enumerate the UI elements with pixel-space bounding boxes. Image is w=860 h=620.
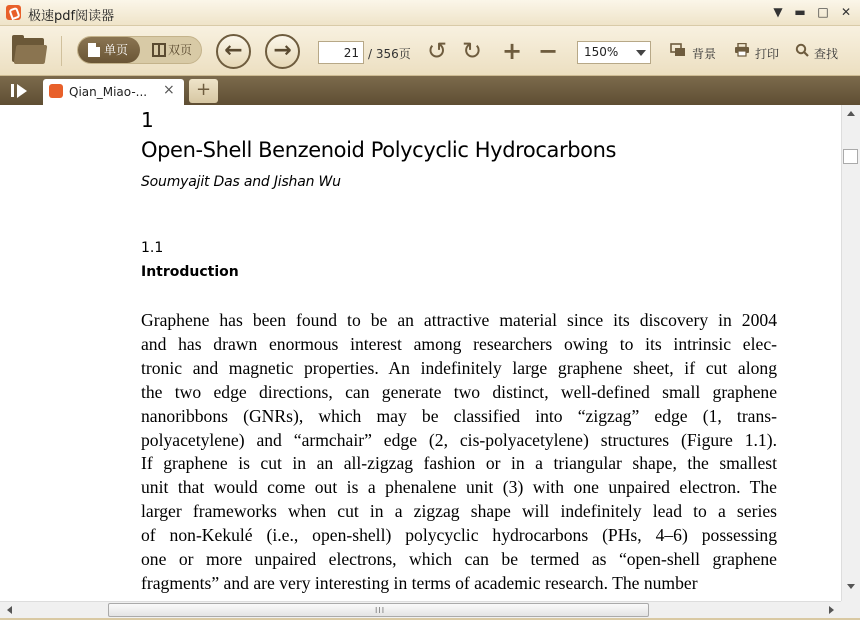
toolbar-divider xyxy=(61,36,62,66)
minimize-button[interactable]: ▬ xyxy=(794,5,806,19)
body-paragraph xyxy=(141,309,777,596)
scroll-right-icon[interactable] xyxy=(829,606,834,614)
scroll-down-icon[interactable] xyxy=(847,584,855,589)
open-folder-icon[interactable] xyxy=(12,35,46,65)
plus-icon: + xyxy=(501,37,523,65)
sidebar-toggle-icon[interactable] xyxy=(9,83,31,99)
paragraph-line: of non-Kekulé (i.e., open-shell) polycyclic hydrocarbons (PHs, 4–6) possessing xyxy=(141,525,777,546)
maximize-button[interactable]: □ xyxy=(817,5,829,19)
single-page-label: 单页 xyxy=(104,43,129,57)
document-viewport[interactable] xyxy=(0,105,841,601)
paragraph-line: the two edge directions, can generate two distinct, well-defined small graphene xyxy=(141,381,777,402)
app-logo-icon xyxy=(6,5,21,20)
double-page-icon xyxy=(152,43,166,57)
menu-dropdown-icon[interactable]: ▼ xyxy=(773,5,783,19)
paragraph-line: unit that would come out is a phenalene unit (3) with one unpaired electron. The xyxy=(141,477,777,498)
rotate-left-button[interactable] xyxy=(424,38,450,64)
chapter-number: 1 xyxy=(141,108,154,132)
scrollbar-corner xyxy=(841,601,860,618)
next-page-button[interactable] xyxy=(265,34,300,69)
paragraph-line: and has drawn enormous interest among researchers owing to its intrinsic elec- xyxy=(141,333,777,354)
vertical-scrollbar[interactable] xyxy=(841,105,860,601)
zoom-value: 150% xyxy=(584,45,619,59)
paragraph-line: tronic and magnetic properties. An indefinitely large graphene sheet, if cut along xyxy=(141,357,777,378)
scroll-left-icon[interactable] xyxy=(7,606,12,614)
paragraph-line: nanoribbons (GNRs), which may be classified into “zigzag” edge (1, trans- xyxy=(141,405,777,426)
title-bar xyxy=(0,0,860,26)
tab-bar xyxy=(0,76,860,105)
scroll-grip-icon: III xyxy=(375,606,386,615)
previous-page-button[interactable] xyxy=(216,34,251,69)
paragraph-line: fragments” and are very interesting in terms of academic research. The number xyxy=(141,572,698,593)
zoom-in-button[interactable] xyxy=(499,38,525,64)
paragraph-line: Graphene has been found to be an attractive material since its discovery in 2004 xyxy=(141,310,777,330)
toolbar xyxy=(0,26,860,76)
zoom-out-button[interactable] xyxy=(535,38,561,64)
printer-icon[interactable] xyxy=(734,43,750,57)
print-button[interactable]: 打印 xyxy=(755,47,780,61)
document-tab-label: Qian_Miao-... xyxy=(69,85,148,99)
new-tab-button[interactable] xyxy=(189,79,218,103)
rotate-left-icon: ↺ xyxy=(426,37,448,65)
plus-icon: + xyxy=(195,79,212,100)
single-page-button[interactable] xyxy=(78,37,140,63)
background-icon[interactable] xyxy=(670,43,686,57)
view-mode-toggle xyxy=(77,36,202,64)
minus-icon: − xyxy=(537,37,559,65)
chevron-down-icon xyxy=(636,50,646,56)
background-button[interactable]: 背景 xyxy=(692,47,717,61)
section-title: Introduction xyxy=(141,264,239,280)
zoom-select[interactable] xyxy=(577,41,651,64)
paragraph-line: larger frameworks when cut in a zigzag shape will indefinitely lead to a series xyxy=(141,501,777,522)
paragraph-line: one or more unpaired electrons, which can be termed as “open-shell graphene xyxy=(141,549,777,570)
paragraph-line: If graphene is cut in an all-zigzag fashion or in a triangular shape, the smallest xyxy=(141,453,777,474)
vertical-scroll-thumb[interactable] xyxy=(843,149,858,164)
page-number-input[interactable] xyxy=(318,41,364,64)
close-tab-icon[interactable]: × xyxy=(163,82,175,98)
pdf-file-icon xyxy=(49,84,63,98)
search-icon[interactable] xyxy=(795,43,811,57)
app-title: 极速pdf阅读器 xyxy=(28,9,115,24)
rotate-right-icon: ↻ xyxy=(461,37,483,65)
double-page-label: 双页 xyxy=(168,43,193,57)
arrow-right-icon: → xyxy=(273,38,292,63)
single-page-icon xyxy=(88,43,100,57)
horizontal-scrollbar[interactable] xyxy=(0,601,841,618)
scroll-up-icon[interactable] xyxy=(847,111,855,116)
search-button[interactable]: 查找 xyxy=(814,47,839,61)
paragraph-line: polyacetylene) and “armchair” edge (2, cis-polyacetylene) structures (Figure 1.1). xyxy=(141,429,777,450)
page-total: / 356页 xyxy=(368,47,411,61)
close-window-button[interactable]: ✕ xyxy=(840,5,852,19)
arrow-left-icon: ← xyxy=(224,38,243,63)
chapter-authors: Soumyajit Das and Jishan Wu xyxy=(141,174,341,190)
rotate-right-button[interactable] xyxy=(459,38,485,64)
document-tab[interactable] xyxy=(43,79,184,105)
horizontal-scroll-thumb[interactable] xyxy=(108,603,649,617)
double-page-button[interactable] xyxy=(142,37,202,63)
chapter-title: Open-Shell Benzenoid Polycyclic Hydrocarbons xyxy=(141,138,617,162)
section-number: 1.1 xyxy=(141,240,164,256)
